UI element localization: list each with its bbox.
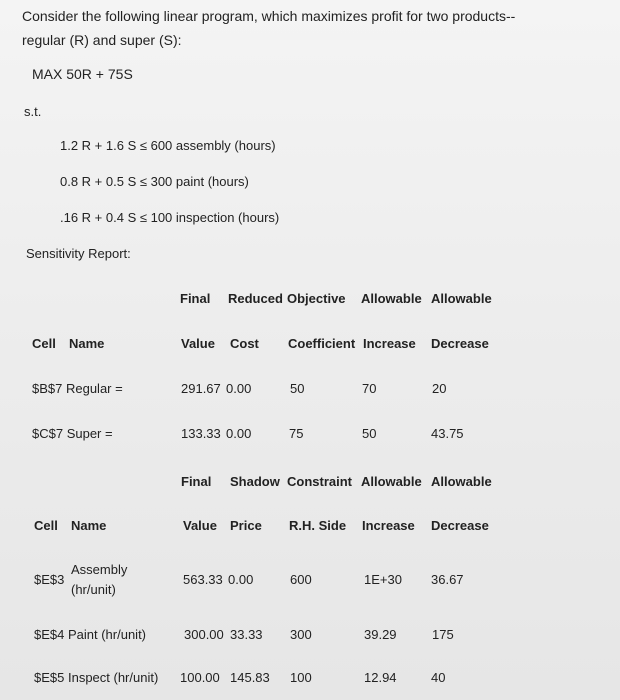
row-name-line-2: (hr/unit) — [71, 582, 116, 597]
constraint-inspection: .16 R + 0.4 S ≤ 100 inspection (hours) — [60, 210, 280, 225]
header-allowable-inc: Allowable — [361, 291, 422, 306]
row-allowable-decrease: 43.75 — [431, 426, 464, 441]
row-shadow-price: 145.83 — [230, 670, 270, 685]
sensitivity-report-label: Sensitivity Report: — [26, 246, 131, 261]
row-rh-side: 600 — [290, 572, 312, 587]
row-allowable-decrease: 175 — [432, 627, 454, 642]
row-allowable-increase: 1E+30 — [364, 572, 402, 587]
constraint-paint: 0.8 R + 0.5 S ≤ 300 paint (hours) — [60, 174, 249, 189]
row-rh-side: 100 — [290, 670, 312, 685]
header-name: Name — [71, 518, 107, 533]
objective-function: MAX 50R + 75S — [32, 66, 133, 82]
row-rh-side: 300 — [290, 627, 312, 642]
header-cell: Cell — [34, 518, 58, 533]
subject-to-label: s.t. — [24, 104, 42, 119]
header-price: Price — [230, 518, 262, 533]
row-allowable-increase: 50 — [362, 426, 377, 441]
row-allowable-decrease: 40 — [431, 670, 446, 685]
row-shadow-price: 33.33 — [230, 627, 263, 642]
row-final-value: 100.00 — [180, 670, 220, 685]
row-reduced-cost: 0.00 — [226, 381, 252, 396]
header-decrease: Decrease — [431, 336, 489, 351]
header-value: Value — [181, 336, 215, 351]
header-reduced: Reduced — [228, 291, 283, 306]
header-final: Final — [180, 291, 211, 306]
row-shadow-price: 0.00 — [228, 572, 254, 587]
row-final-value: 133.33 — [181, 426, 221, 441]
row-cell-name: $E$5 Inspect (hr/unit) — [34, 670, 159, 685]
row-cell-name: $B$7 Regular = — [32, 381, 123, 396]
header-cost: Cost — [230, 336, 259, 351]
header-cell: Cell — [32, 336, 56, 351]
header-allowable-inc: Allowable — [361, 474, 422, 489]
header-shadow: Shadow — [230, 474, 280, 489]
row-cell: $E$3 — [34, 572, 65, 587]
row-final-value: 291.67 — [181, 381, 221, 396]
header-increase: Increase — [362, 518, 415, 533]
header-decrease: Decrease — [431, 518, 489, 533]
header-coefficient: Coefficient — [288, 336, 356, 351]
problem-line-1: Consider the following linear program, which maximizes profit for two products-- — [22, 8, 516, 24]
header-objective: Objective — [287, 291, 346, 306]
row-allowable-increase: 12.94 — [364, 670, 397, 685]
header-constraint: Constraint — [287, 474, 352, 489]
row-allowable-decrease: 36.67 — [431, 572, 464, 587]
row-allowable-decrease: 20 — [432, 381, 447, 396]
header-allowable-dec: Allowable — [431, 291, 492, 306]
row-name-line-1: Assembly — [71, 562, 128, 577]
row-final-value: 300.00 — [184, 627, 224, 642]
row-allowable-increase: 39.29 — [364, 627, 397, 642]
constraint-assembly: 1.2 R + 1.6 S ≤ 600 assembly (hours) — [60, 138, 276, 153]
row-cell-name: $E$4 Paint (hr/unit) — [34, 627, 147, 642]
header-final: Final — [181, 474, 212, 489]
row-final-value: 563.33 — [183, 572, 223, 587]
header-rh-side: R.H. Side — [289, 518, 347, 533]
header-increase: Increase — [363, 336, 416, 351]
row-cell-name: $C$7 Super = — [32, 426, 113, 441]
header-value: Value — [183, 518, 217, 533]
row-allowable-increase: 70 — [362, 381, 377, 396]
row-objective-coef: 75 — [289, 426, 304, 441]
header-name: Name — [69, 336, 105, 351]
row-objective-coef: 50 — [290, 381, 305, 396]
header-allowable-dec: Allowable — [431, 474, 492, 489]
problem-line-2: regular (R) and super (S): — [22, 32, 182, 48]
row-reduced-cost: 0.00 — [226, 426, 252, 441]
